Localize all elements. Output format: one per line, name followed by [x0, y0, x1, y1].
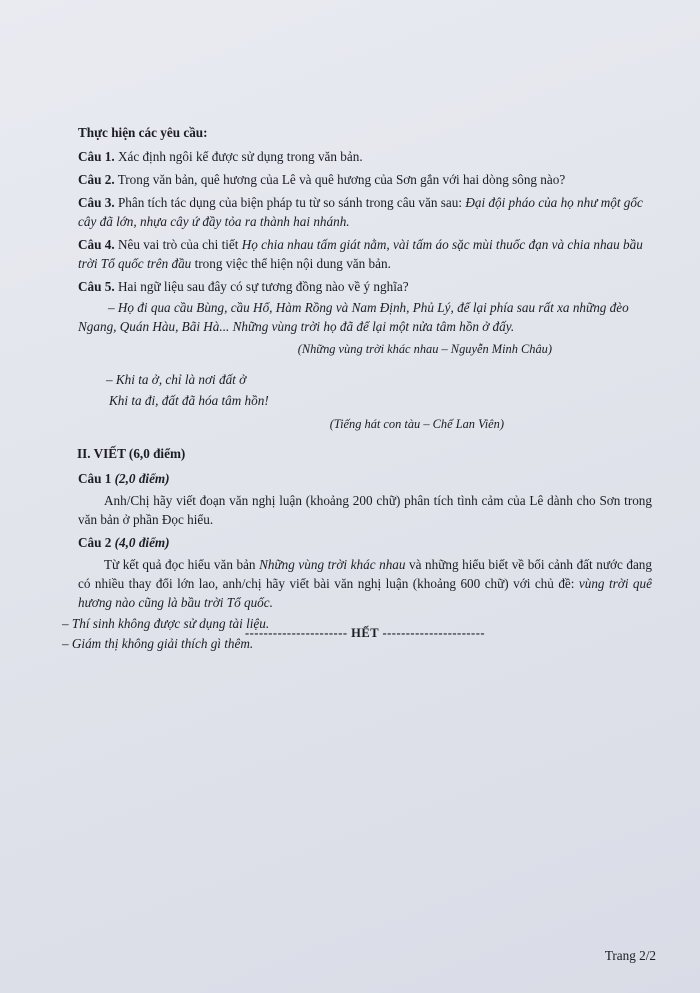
question-text-end: trong việc thể hiện nội dung văn bản. — [191, 256, 391, 271]
question-1 — [78, 147, 652, 166]
poem-line: – Khi ta ở, chỉ là nơi đất ở — [106, 372, 247, 387]
section-title: II. VIẾT (6,0 điểm) — [77, 446, 186, 461]
question-quote: Đại đội pháo của họ như một gốc cây đã lớn, nhựa cây ứ đầy tỏa ra thành hai nhánh. — [78, 195, 643, 229]
excerpt-source-1: (Những vùng trời khác nhau – Nguyễn Minh Châu) — [297, 342, 552, 356]
question-label: Câu 2. — [78, 172, 115, 187]
question-text: Nêu vai trò của chi tiết — [114, 237, 242, 252]
cau-label: Câu 2 — [78, 535, 112, 550]
question-text: Phân tích tác dụng của biện pháp tu từ so sánh trong câu văn sau: — [114, 195, 466, 210]
question-3 — [78, 193, 652, 231]
para-text: và những hiểu biết về bối cảnh đất nước đang có nhiều thay đổi lớn lao, anh/chị hãy viết bài văn nghị luận (khoảng 600 chữ) với chủ đề: — [78, 557, 652, 591]
exam-content — [78, 123, 652, 643]
page-number: Trang 2/2 — [604, 948, 656, 963]
cau-points: (2,0 điểm) — [114, 471, 170, 486]
question-label: Câu 5. — [78, 279, 115, 294]
question-quote: Họ chia nhau tấm giát nằm, vài tấm áo sặc mùi thuốc đạn và chia nhau bầu trời Tổ quốc trên đầu — [78, 237, 643, 271]
writing-question-2-text — [78, 555, 652, 612]
question-2 — [78, 170, 652, 189]
excerpt-prose: – Họ đi qua cầu Bùng, cầu Hổ, Hàm Rồng và Nam Định, Phủ Lý, để lại phía sau rất xa những đèo Ngang, Quán Hàu, Bãi Hà... Những vùng trời họ đã để lại một nửa tâm hồn ở đấy. — [78, 300, 629, 334]
question-text: Hai ngữ liệu sau đây có sự tương đồng nào về ý nghĩa? — [114, 279, 409, 294]
note-line: – Thí sinh không được sử dụng tài liệu. — [62, 616, 270, 631]
question-4 — [78, 235, 652, 273]
para-text: Từ kết quả đọc hiểu văn bản — [104, 557, 260, 572]
para-title: Những vùng trời khác nhau — [259, 557, 406, 572]
question-text: Xác định ngôi kể được sử dụng trong văn bản. — [114, 149, 363, 164]
instructions-heading: Thực hiện các yêu cầu: — [78, 125, 208, 140]
writing-question-2-title — [78, 533, 652, 552]
question-label: Câu 3. — [78, 195, 115, 210]
writing-question-1-title — [78, 469, 652, 488]
end-marker: ---------------------- HẾT ---------------------- — [244, 626, 486, 640]
question-5 — [78, 277, 652, 296]
question-text: Trong văn bản, quê hương của Lê và quê hương của Sơn gắn với hai dòng sông nào? — [114, 172, 566, 187]
para-theme: vùng trời quê hương nào cũng là bầu trời Tổ quốc. — [78, 576, 652, 610]
question-label: Câu 1. — [78, 149, 115, 164]
excerpt-source-2: (Tiếng hát con tàu – Chế Lan Viên) — [329, 417, 504, 431]
exam-notes — [62, 614, 269, 654]
cau-points: (4,0 điểm) — [114, 535, 170, 550]
excerpt-poem — [106, 369, 652, 411]
writing-question-1-text: Anh/Chị hãy viết đoạn văn nghị luận (khoảng 200 chữ) phân tích tình cảm của Lê dành cho Sơn trong văn bản ở phần Đọc hiểu. — [78, 493, 652, 527]
poem-line: Khi ta đi, đất đã hóa tâm hồn! — [109, 393, 269, 408]
note-line: – Giám thị không giải thích gì thêm. — [62, 636, 254, 651]
cau-label: Câu 1 — [78, 471, 112, 486]
question-label: Câu 4. — [78, 237, 115, 252]
